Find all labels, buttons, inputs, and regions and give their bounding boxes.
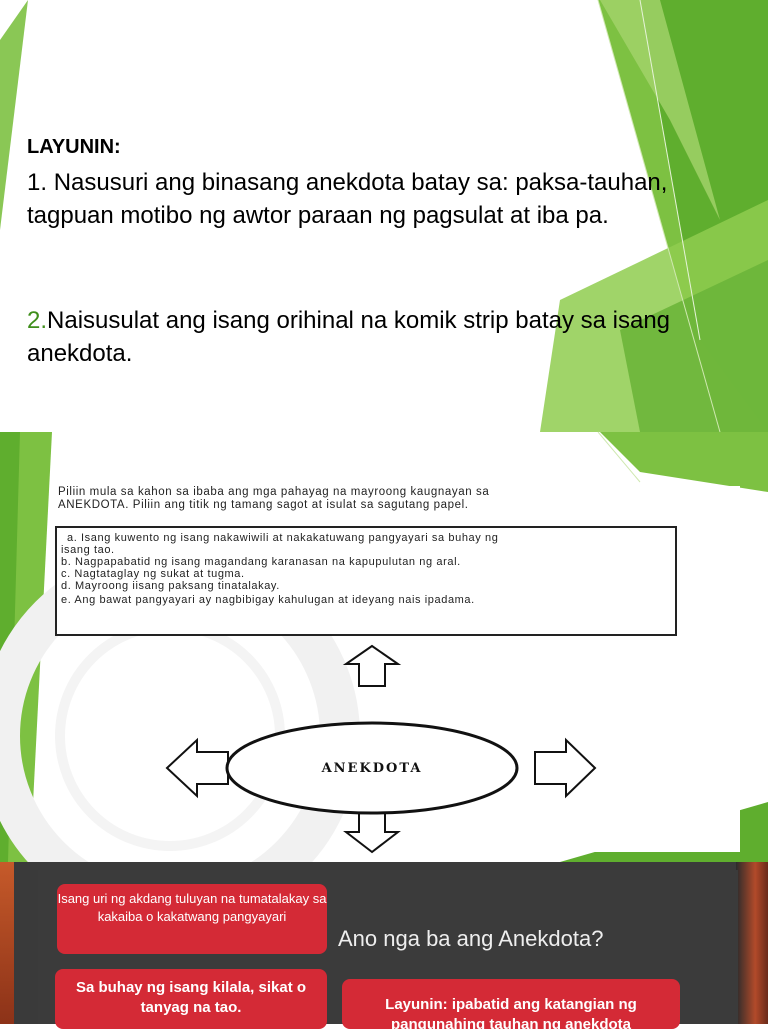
slide-layunin xyxy=(0,0,768,432)
anekdota-diagram xyxy=(50,486,740,852)
objective-2-text: Naisusulat ang isang orihinal na komik strip batay sa isang anekdota. xyxy=(27,307,671,367)
definition-panel xyxy=(38,870,738,1033)
choice-b: b. Nagpapabatid ng isang magandang karanasan na kapupulutan ng aral. xyxy=(61,556,461,568)
center-label: ANEKDOTA xyxy=(321,761,423,776)
objective-1-number: 1. xyxy=(27,169,48,196)
objective-2 xyxy=(27,304,717,370)
activity-panel xyxy=(50,486,740,852)
definition-card-1: Isang uri ng akdang tuluyan na tumatalakay sa kakaiba o kakatwang pangyayari xyxy=(57,884,327,954)
slide-anekdota-activity xyxy=(0,432,768,862)
layunin-card-line-1: Layunin: ipabatid ang katangian ng xyxy=(385,996,637,1013)
objective-1-text: Nasusuri ang binasang anekdota batay sa: paksa-tauhan, tagpuan motibo ng awtor paraan ng pagsulat at iba pa. xyxy=(27,169,668,229)
choice-c: c. Nagtataglay ng sukat at tugma. xyxy=(61,568,245,580)
layunin-card-line-2: pangunahing tauhan ng anekdota xyxy=(391,1016,631,1033)
arrow-down-icon xyxy=(346,810,398,852)
arrow-up-icon xyxy=(346,646,398,686)
arrow-left-icon xyxy=(167,740,228,796)
instruction-line-1: Piliin mula sa kahon sa ibaba ang mga pahayag na mayroong kaugnayan sa xyxy=(58,486,490,498)
instruction-line-2: ANEKDOTA. Piliin ang titik ng tamang sagot at isulat sa sagutang papel. xyxy=(58,499,469,511)
arrow-right-icon xyxy=(535,740,595,796)
choice-d: d. Mayroong iisang paksang tinatalakay. xyxy=(61,580,280,592)
left-edge-strip xyxy=(0,862,14,1024)
slide-ano-ang-anekdota xyxy=(0,862,768,1033)
definition-card-2: Sa buhay ng isang kilala, sikat o tanyag na tao. xyxy=(55,969,327,1029)
objective-2-number: 2. xyxy=(27,307,48,334)
right-edge-strip xyxy=(736,862,768,1024)
objective-1 xyxy=(27,166,717,232)
layunin-heading: LAYUNIN: xyxy=(27,136,121,158)
choice-a-line-2: isang tao. xyxy=(61,544,115,556)
choice-e: e. Ang bawat pangyayari ay nagbibigay kahulugan at ideyang nais ipadama. xyxy=(61,594,475,606)
layunin-card xyxy=(342,979,680,1033)
question-heading: Ano nga ba ang Anekdota? xyxy=(338,926,604,951)
choice-a-line-1: a. Isang kuwento ng isang nakawiwili at nakakatuwang pangyayari sa buhay ng xyxy=(67,532,499,544)
